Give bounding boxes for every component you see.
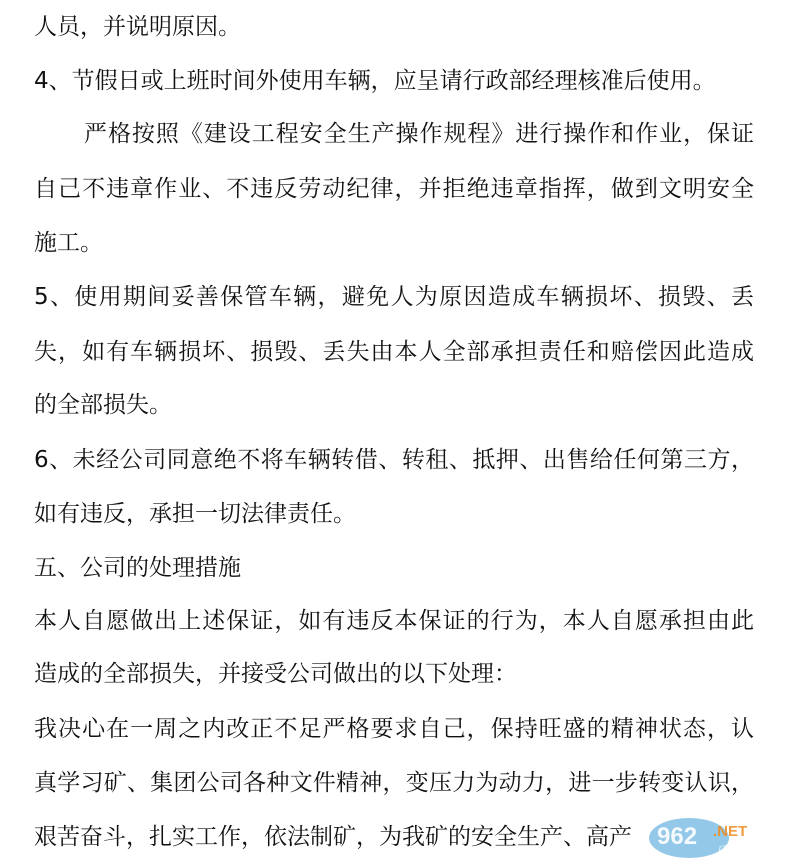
document-line: 造成的全部损失，并接受公司做出的以下处理： xyxy=(34,661,517,687)
watermark-logo-icon xyxy=(629,810,779,862)
document-line: 我决心在一周之内改正不足严格要求自己，保持旺盛的精神状态，认 xyxy=(34,716,754,742)
document-line: 5、使用期间妥善保管车辆，避免人为原因造成车辆损坏、损毁、丢 xyxy=(34,284,754,310)
document-line: 6、未经公司同意绝不将车辆转借、转租、抵押、出售给任何第三方， xyxy=(34,447,754,473)
document-line: 如有违反，承担一切法律责任。 xyxy=(34,501,356,527)
watermark-suffix: .NET xyxy=(713,823,748,840)
document-line: 人员，并说明原因。 xyxy=(34,14,241,40)
document-line: 的全部损失。 xyxy=(34,392,172,418)
watermark-number: 962 xyxy=(657,823,698,850)
document-line: 4、节假日或上班时间外使用车辆，应呈请行政部经理核准后使用。 xyxy=(34,68,716,94)
document-line: 施工。 xyxy=(34,230,103,256)
document-line: 自己不违章作业、不违反劳动纪律，并拒绝违章指挥，做到文明安全 xyxy=(34,176,754,202)
document-line: 本人自愿做出上述保证，如有违反本保证的行为，本人自愿承担由此 xyxy=(34,608,754,634)
document-line: 五、公司的处理措施 xyxy=(34,555,241,581)
site-watermark xyxy=(629,810,779,862)
document-line: 失，如有车辆损坏、损毁、丢失由本人全部承担责任和赔偿因此造成 xyxy=(34,339,754,365)
document-line: 严格按照《建设工程安全生产操作规程》进行操作和作业，保证 xyxy=(84,121,754,147)
document-line: 真学习矿、集团公司各种文件精神，变压力为动力，进一步转变认识， xyxy=(34,770,754,796)
document-line: 艰苦奋斗，扎实工作，依法制矿，为我矿的安全生产、高产 xyxy=(34,824,632,850)
watermark-cn: 乐游网 xyxy=(717,845,757,860)
